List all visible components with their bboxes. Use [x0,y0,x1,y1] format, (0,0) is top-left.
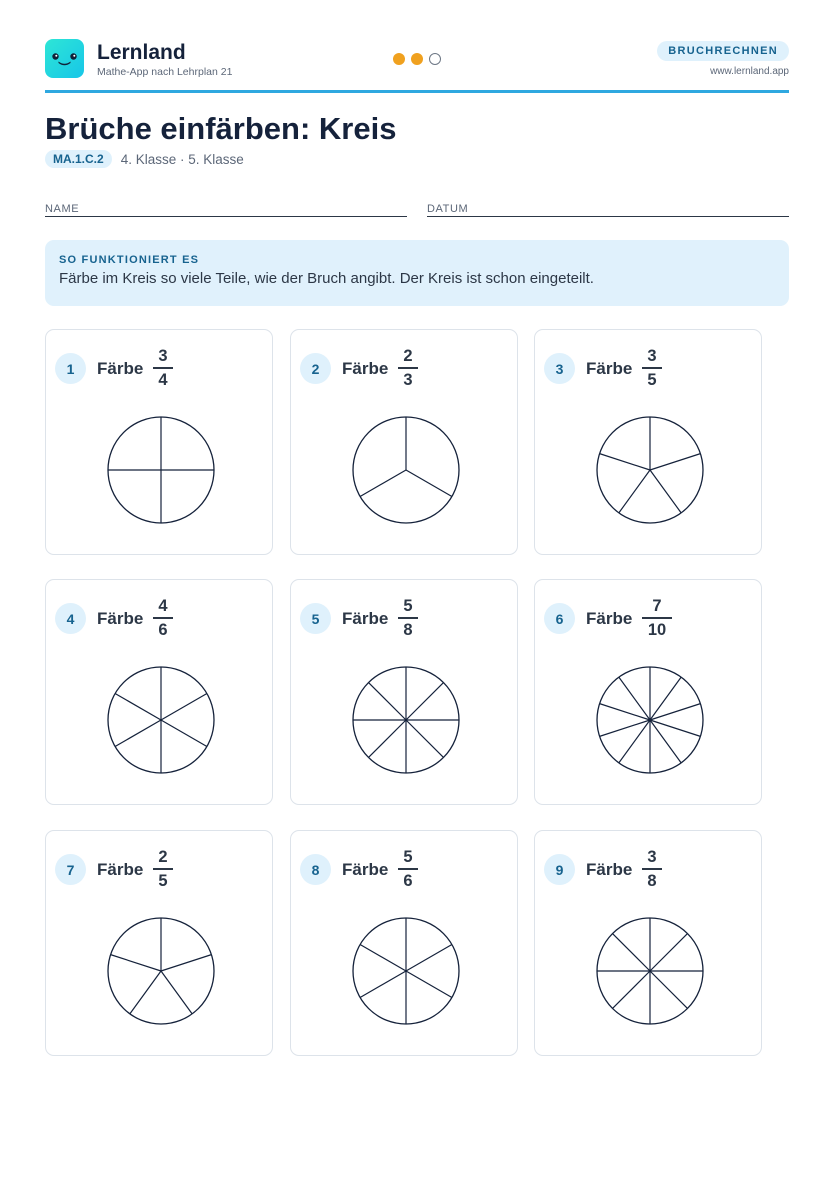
divided-circle[interactable] [351,916,461,1026]
fraction [153,597,173,639]
task-instruction-verb: Färbe [342,860,389,879]
divided-circle[interactable] [595,415,705,525]
fraction-numerator: 3 [647,848,657,866]
task-number: 1 [55,353,86,384]
divided-circle[interactable] [106,665,216,775]
header-divider [45,90,789,93]
brand-name: Lernland [97,41,186,64]
task-card [290,329,518,555]
fraction-bar [642,617,672,619]
fraction-bar [153,367,173,369]
fraction-denominator: 5 [158,872,168,890]
task-card [290,579,518,805]
fraction [398,848,418,890]
fraction-bar [398,367,418,369]
fraction-bar [642,367,662,369]
fraction [642,848,662,890]
divided-circle[interactable] [595,665,705,775]
task-number: 6 [544,603,575,634]
task-instruction-verb: Färbe [342,609,389,628]
fraction-bar [398,617,418,619]
task-instruction-verb: Färbe [342,359,389,378]
fraction-denominator: 8 [647,872,657,890]
task-instruction-verb: Färbe [97,860,144,879]
task-card [45,579,273,805]
fraction [398,597,418,639]
fraction-numerator: 2 [403,347,413,365]
fraction-denominator: 8 [403,621,413,639]
name-field-label: NAME [45,203,80,215]
app-logo [45,39,84,78]
date-field[interactable] [427,199,789,217]
divided-circle[interactable] [106,415,216,525]
task-card [45,329,273,555]
progress-dot-filled [393,53,405,65]
fraction [642,347,662,389]
website-url: www.lernland.app [710,66,789,77]
task-instruction-verb: Färbe [586,359,633,378]
brand-subtitle: Mathe-App nach Lehrplan 21 [97,66,233,78]
fraction-numerator: 5 [403,848,413,866]
fraction [398,347,418,389]
task-number: 4 [55,603,86,634]
instructions-box [45,240,789,306]
progress-dots [393,53,441,65]
fraction-bar [642,868,662,870]
task-instruction-verb: Färbe [97,609,144,628]
divided-circle[interactable] [106,916,216,1026]
name-field[interactable] [45,199,407,217]
fraction [153,347,173,389]
instructions-title: SO FUNKTIONIERT ES [59,254,200,266]
fraction-numerator: 7 [652,597,662,615]
task-card [534,830,762,1056]
fraction-denominator: 6 [403,872,413,890]
task-instruction-verb: Färbe [97,359,144,378]
progress-dot-empty [429,53,441,65]
divided-circle[interactable] [595,916,705,1026]
task-card [534,579,762,805]
fraction-bar [398,868,418,870]
fraction-bar [153,617,173,619]
fraction-denominator: 10 [647,621,667,639]
fraction-denominator: 3 [403,371,413,389]
task-number: 2 [300,353,331,384]
fraction-numerator: 3 [647,347,657,365]
page-title: Brüche einfärben: Kreis [45,111,397,146]
fraction-denominator: 6 [158,621,168,639]
grade-levels: 4. Klasse · 5. Klasse [120,151,244,167]
progress-dot-filled [411,53,423,65]
fraction-numerator: 2 [158,848,168,866]
fraction [642,597,672,639]
fraction-denominator: 4 [158,371,168,389]
divided-circle[interactable] [351,415,461,525]
divided-circle[interactable] [351,665,461,775]
task-number: 5 [300,603,331,634]
task-instruction-verb: Färbe [586,860,633,879]
task-number: 8 [300,854,331,885]
task-card [290,830,518,1056]
smiley-icon [45,39,84,78]
fraction [153,848,173,890]
task-card [45,830,273,1056]
fraction-numerator: 4 [158,597,168,615]
task-instruction-verb: Färbe [586,609,633,628]
date-field-label: DATUM [427,203,469,215]
task-number: 9 [544,854,575,885]
fraction-numerator: 5 [403,597,413,615]
fraction-bar [153,868,173,870]
topic-badge: BRUCHRECHNEN [657,41,789,61]
fraction-numerator: 3 [158,347,168,365]
page-header [45,39,789,79]
task-card [534,329,762,555]
task-number: 3 [544,353,575,384]
curriculum-code-badge: MA.1.C.2 [45,150,112,168]
fraction-denominator: 5 [647,371,657,389]
task-number: 7 [55,854,86,885]
meta-row [45,150,244,168]
instructions-text: Färbe im Kreis so viele Teile, wie der Bruch angibt. Der Kreis ist schon eingeteilt. [59,270,594,287]
